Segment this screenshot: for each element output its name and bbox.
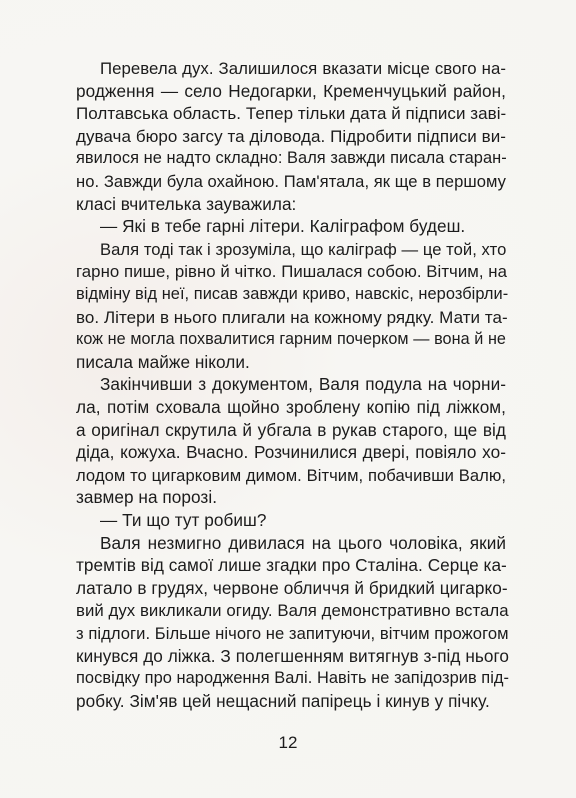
text-line: Валя тоді так і зрозуміла, що каліграф — це той, хто [100, 239, 507, 259]
text-line: лодом то цигарковим димом. Вітчим, побачивши Валю, [76, 465, 506, 485]
text-line: кинувся до ліжка. З полегшенням витягнув з-під нього [76, 645, 510, 666]
text-line: робку. Зім'яв цей нещасний папірець і кинув у пічку. [76, 690, 490, 711]
text-line: відміну від неї, писав завжди криво, навскіс, нерозбірли- [76, 285, 509, 303]
text-line: родження — село Недогарки, Кременчуцький район, [76, 80, 506, 101]
text-line: явилося не надто складно: Валя завжди писала старан- [76, 149, 507, 168]
text-line: завмер на порозі. [76, 487, 218, 508]
text-line: латало в грудях, червоне обличчя й бридкий цигарко- [76, 577, 508, 598]
dialogue-line: — Які в тебе гарні літери. Каліграфом будеш. [100, 216, 466, 237]
text-line: гарно пише, рівно й чітко. Пишалася собою. Вітчим, на [76, 262, 507, 282]
text-line: діда, кожуха. Вчасно. Розчинилися двері, повіяло хо- [76, 442, 506, 463]
dialogue-line: — Ти що тут робиш? [100, 510, 267, 530]
text-line: Валя незмигно дивилася на цього чоловіка, який [100, 532, 506, 553]
text-line: посвідку про народження Валі. Навіть не запідозрив під- [76, 669, 510, 688]
text-line: а оригінал скрутила й убгала в рукав старого, ще від [76, 419, 506, 440]
text-line: з підлоги. Більше нічого не запитуючи, вітчим прожогом [76, 624, 509, 643]
text-line: писала майже ніколи. [76, 351, 250, 372]
text-line: Закінчивши з документом, Валя подула на чорни- [100, 374, 506, 395]
text-line: дувача бюро загсу та діловода. Підробити підписи ви- [76, 126, 506, 146]
text-line: Перевела дух. Залишилося вказати місце свого на- [100, 59, 506, 78]
text-line: во. Літери в нього плигали на кожному рядку. Мати та- [76, 307, 508, 327]
text-line: класі вчителька зауважила: [76, 193, 297, 214]
text-line: тремтів від самої лише згадки про Сталіна. Серце ка- [76, 555, 507, 576]
text-line: но. Завжди була охайною. Пам'ятала, як ще в першому [76, 172, 506, 191]
text-line: вий дух викликали огиду. Валя демонстративно встала [76, 601, 509, 621]
text-line: Полтавська область. Тепер тільки дата й підписи заві- [76, 104, 507, 124]
text-line: кож не могла похвалитися гарним почерком — вона й не [76, 330, 506, 349]
page-number: 12 [278, 733, 298, 752]
text-line: ла, потім сховала щойно зроблену копію під ліжком, [76, 397, 506, 417]
